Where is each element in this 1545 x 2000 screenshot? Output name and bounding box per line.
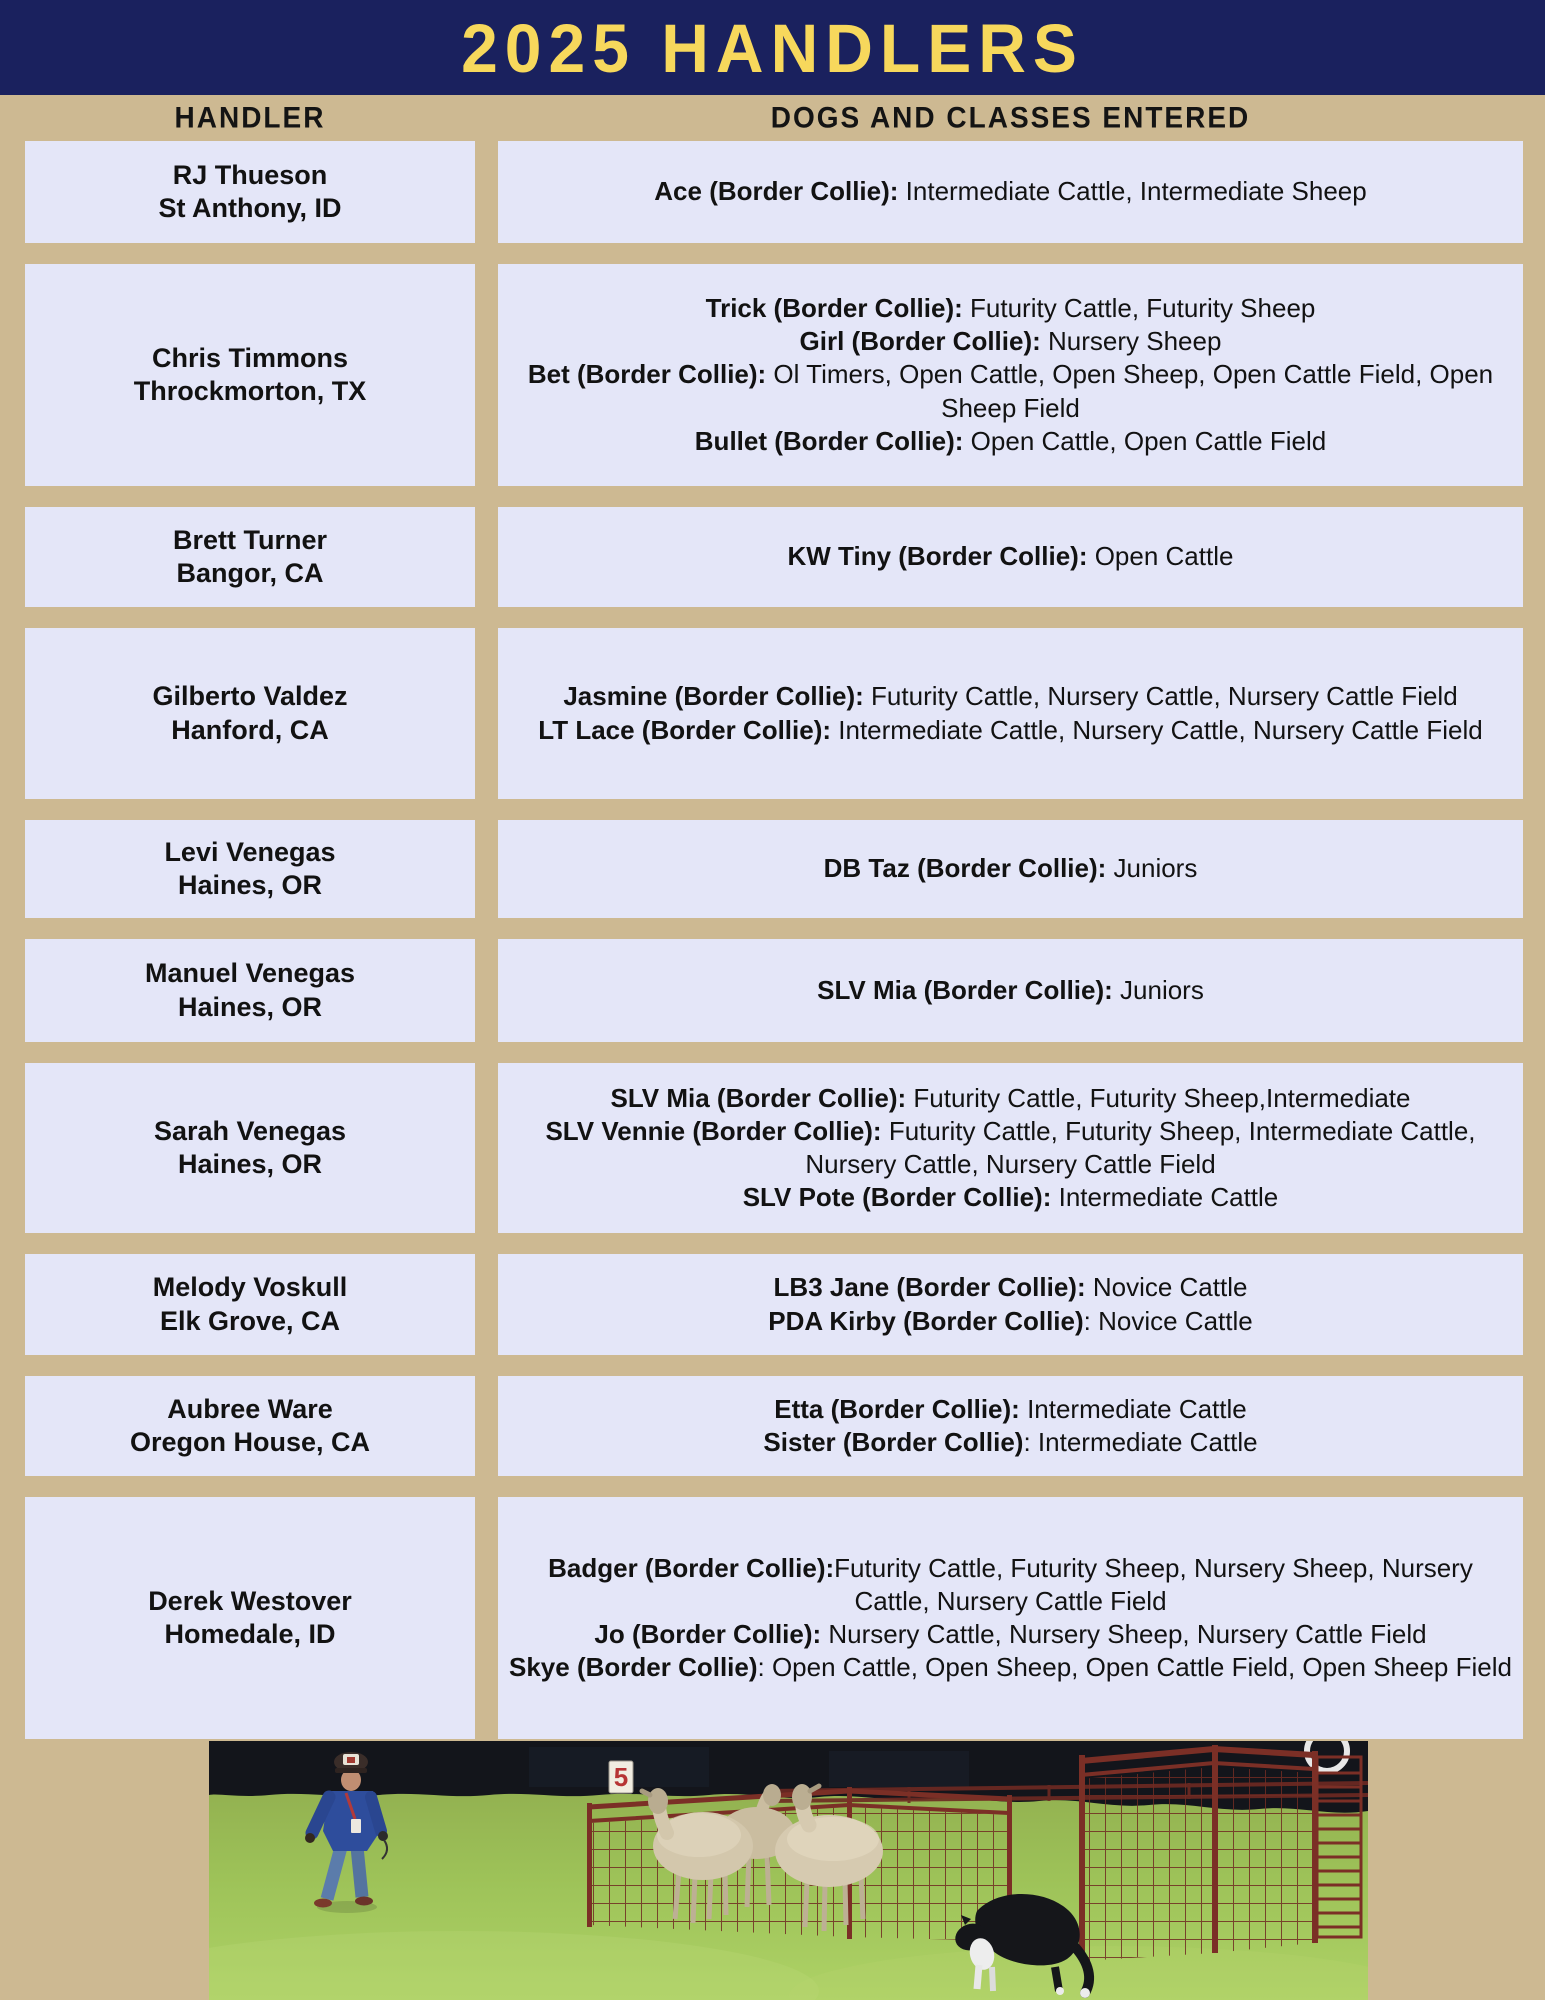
handler-cell bbox=[25, 264, 475, 486]
handler-row bbox=[25, 264, 1523, 486]
handler-cell bbox=[25, 141, 475, 243]
handler-row bbox=[25, 628, 1523, 799]
column-header-handler: HANDLER bbox=[174, 101, 326, 134]
handler-name: Aubree Ware bbox=[167, 1393, 333, 1424]
handler-row bbox=[25, 939, 1523, 1042]
handler-cell bbox=[25, 1254, 475, 1355]
handler-cell bbox=[25, 507, 475, 607]
handler-row bbox=[25, 1254, 1523, 1355]
handler-location: Hanford, CA bbox=[171, 714, 329, 745]
dog-name-label: Jo (Border Collie): bbox=[594, 1619, 822, 1649]
handler-name: Derek Westover bbox=[148, 1585, 352, 1616]
handler-location: Elk Grove, CA bbox=[159, 1305, 341, 1336]
dogs-cell bbox=[498, 1376, 1523, 1476]
dog-entry bbox=[508, 292, 1513, 325]
dog-entry bbox=[508, 1305, 1513, 1338]
svg-text:5: 5 bbox=[613, 1762, 629, 1792]
dog-entry bbox=[508, 1651, 1513, 1684]
dog-classes: : Novice Cattle bbox=[1083, 1305, 1253, 1336]
handler-cell bbox=[25, 1063, 475, 1233]
dog-classes: Futurity Cattle, Futurity Sheep bbox=[962, 293, 1316, 324]
pen-number-sign bbox=[609, 1761, 633, 1793]
dog-name-label: SLV Pote (Border Collie): bbox=[742, 1182, 1052, 1213]
dog-name-label: DB Taz (Border Collie): bbox=[823, 853, 1107, 884]
dog-name-label: Badger (Border Collie): bbox=[548, 1552, 835, 1583]
dog-classes: Nursery Sheep bbox=[1040, 326, 1222, 357]
handler-location: Oregon House, CA bbox=[129, 1427, 371, 1457]
handler-location: Throckmorton, TX bbox=[133, 376, 367, 406]
handler-name: Brett Turner bbox=[172, 524, 327, 555]
dog-entry bbox=[508, 852, 1513, 885]
handler-location: Haines, OR bbox=[177, 870, 323, 900]
handler-location: St Anthony, ID bbox=[158, 193, 342, 223]
dog-entry bbox=[508, 714, 1513, 747]
header-bar bbox=[0, 0, 1545, 95]
dogs-cell bbox=[498, 507, 1523, 607]
handler-cell bbox=[25, 628, 475, 799]
handler-name: Gilberto Valdez bbox=[152, 681, 348, 712]
handler-row bbox=[25, 507, 1523, 607]
handler-cell bbox=[25, 1497, 475, 1739]
dog-classes: : Intermediate Cattle bbox=[1023, 1427, 1258, 1457]
dog-name-label: Girl (Border Collie): bbox=[799, 326, 1041, 357]
dogs-cell bbox=[498, 264, 1523, 486]
handler-name: RJ Thueson bbox=[172, 159, 328, 190]
dogs-cell bbox=[498, 141, 1523, 243]
dog-classes: Futurity Cattle, Futurity Sheep, Intermediate Cattle, Nursery Cattle, Nursery Cattle Field bbox=[805, 1115, 1476, 1179]
dog-classes: Intermediate Cattle, Intermediate Sheep bbox=[898, 176, 1367, 207]
dog-classes: Intermediate Cattle, Nursery Cattle, Nursery Cattle Field bbox=[831, 714, 1483, 745]
dog-classes: Open Cattle, Open Cattle Field bbox=[963, 425, 1327, 456]
handler-cell bbox=[25, 1376, 475, 1476]
dog-entry bbox=[508, 358, 1513, 424]
dog-name-label: PDA Kirby (Border Collie) bbox=[768, 1305, 1084, 1336]
handler-row bbox=[25, 820, 1523, 918]
dog-entry bbox=[508, 540, 1513, 573]
dog-name-label: LB3 Jane (Border Collie): bbox=[773, 1272, 1086, 1303]
dogs-cell bbox=[498, 1497, 1523, 1739]
handler-name: Levi Venegas bbox=[164, 836, 336, 867]
handler-name: Manuel Venegas bbox=[144, 958, 356, 989]
handler-row bbox=[25, 1376, 1523, 1476]
dog-name-label: KW Tiny (Border Collie): bbox=[787, 541, 1088, 572]
dog-name-label: LT Lace (Border Collie): bbox=[538, 714, 832, 745]
dogs-cell bbox=[498, 628, 1523, 799]
dog-name-label: Bet (Border Collie): bbox=[527, 359, 767, 390]
handler-row bbox=[25, 1063, 1523, 1233]
dog-classes: Juniors bbox=[1112, 974, 1204, 1005]
dogs-cell bbox=[498, 939, 1523, 1042]
column-header-dogs: DOGS AND CLASSES ENTERED bbox=[770, 101, 1251, 134]
page-title: 2025 HANDLERS bbox=[461, 9, 1084, 86]
dog-entry bbox=[508, 1393, 1513, 1426]
dog-name-label: Bullet (Border Collie): bbox=[694, 425, 964, 456]
dog-classes: : Open Cattle, Open Sheep, Open Cattle Field, Open Sheep Field bbox=[757, 1652, 1512, 1683]
handler-cell bbox=[25, 820, 475, 918]
handler-location: Haines, OR bbox=[177, 991, 323, 1022]
handler-row bbox=[25, 1497, 1523, 1739]
handlers-table bbox=[25, 141, 1523, 1739]
dog-name-label: SLV Mia (Border Collie): bbox=[610, 1082, 907, 1113]
dog-classes: Ol Timers, Open Cattle, Open Sheep, Open Cattle Field, Open Sheep Field bbox=[766, 359, 1494, 423]
dog-classes: Futurity Cattle, Futurity Sheep, Nursery Sheep, Nursery Cattle, Nursery Cattle Field bbox=[834, 1552, 1473, 1616]
dog-entry bbox=[508, 325, 1513, 358]
dog-name-label: Skye (Border Collie) bbox=[509, 1652, 758, 1683]
dogs-cell bbox=[498, 820, 1523, 918]
dog-entry bbox=[508, 1181, 1513, 1214]
handler-name: Chris Timmons bbox=[151, 342, 349, 373]
dog-classes: Open Cattle bbox=[1087, 541, 1234, 572]
dog-entry bbox=[508, 1271, 1513, 1304]
handler-cell bbox=[25, 939, 475, 1042]
dog-name-label: Etta (Border Collie): bbox=[774, 1393, 1020, 1424]
dog-classes: Futurity Cattle, Futurity Sheep,Intermediate bbox=[906, 1082, 1411, 1113]
column-headers bbox=[25, 95, 1523, 141]
handler-location: Haines, OR bbox=[177, 1149, 323, 1179]
dog-name-label: Sister (Border Collie) bbox=[763, 1427, 1024, 1457]
handler-location: Bangor, CA bbox=[176, 558, 324, 588]
dog-entry bbox=[508, 425, 1513, 458]
dog-entry bbox=[508, 1115, 1513, 1181]
dog-entry bbox=[508, 680, 1513, 713]
dog-classes: Nursery Cattle, Nursery Sheep, Nursery Cattle Field bbox=[821, 1619, 1427, 1649]
dog-entry bbox=[508, 1426, 1513, 1459]
dog-classes: Juniors bbox=[1106, 853, 1198, 884]
handler-name: Melody Voskull bbox=[152, 1272, 348, 1303]
dog-entry bbox=[508, 974, 1513, 1007]
dog-classes: Intermediate Cattle bbox=[1051, 1182, 1279, 1213]
dog-entry bbox=[508, 1618, 1513, 1651]
handler-location: Homedale, ID bbox=[164, 1619, 336, 1649]
dog-name-label: Trick (Border Collie): bbox=[705, 293, 963, 324]
dog-name-label: SLV Vennie (Border Collie): bbox=[545, 1115, 882, 1146]
dogs-cell bbox=[498, 1063, 1523, 1233]
dog-name-label: Ace (Border Collie): bbox=[654, 176, 899, 207]
dog-name-label: Jasmine (Border Collie): bbox=[563, 681, 864, 712]
handler-name: Sarah Venegas bbox=[153, 1115, 347, 1146]
dog-entry bbox=[508, 1082, 1513, 1115]
event-photo bbox=[209, 1741, 1368, 2000]
dog-classes: Novice Cattle bbox=[1085, 1272, 1248, 1303]
dog-entry bbox=[508, 1552, 1513, 1618]
dog-classes: Intermediate Cattle bbox=[1019, 1393, 1247, 1424]
handler-row bbox=[25, 141, 1523, 243]
dog-entry bbox=[508, 175, 1513, 208]
dogs-cell bbox=[498, 1254, 1523, 1355]
dog-name-label: SLV Mia (Border Collie): bbox=[817, 974, 1113, 1005]
dog-classes: Futurity Cattle, Nursery Cattle, Nursery Cattle Field bbox=[863, 681, 1458, 712]
